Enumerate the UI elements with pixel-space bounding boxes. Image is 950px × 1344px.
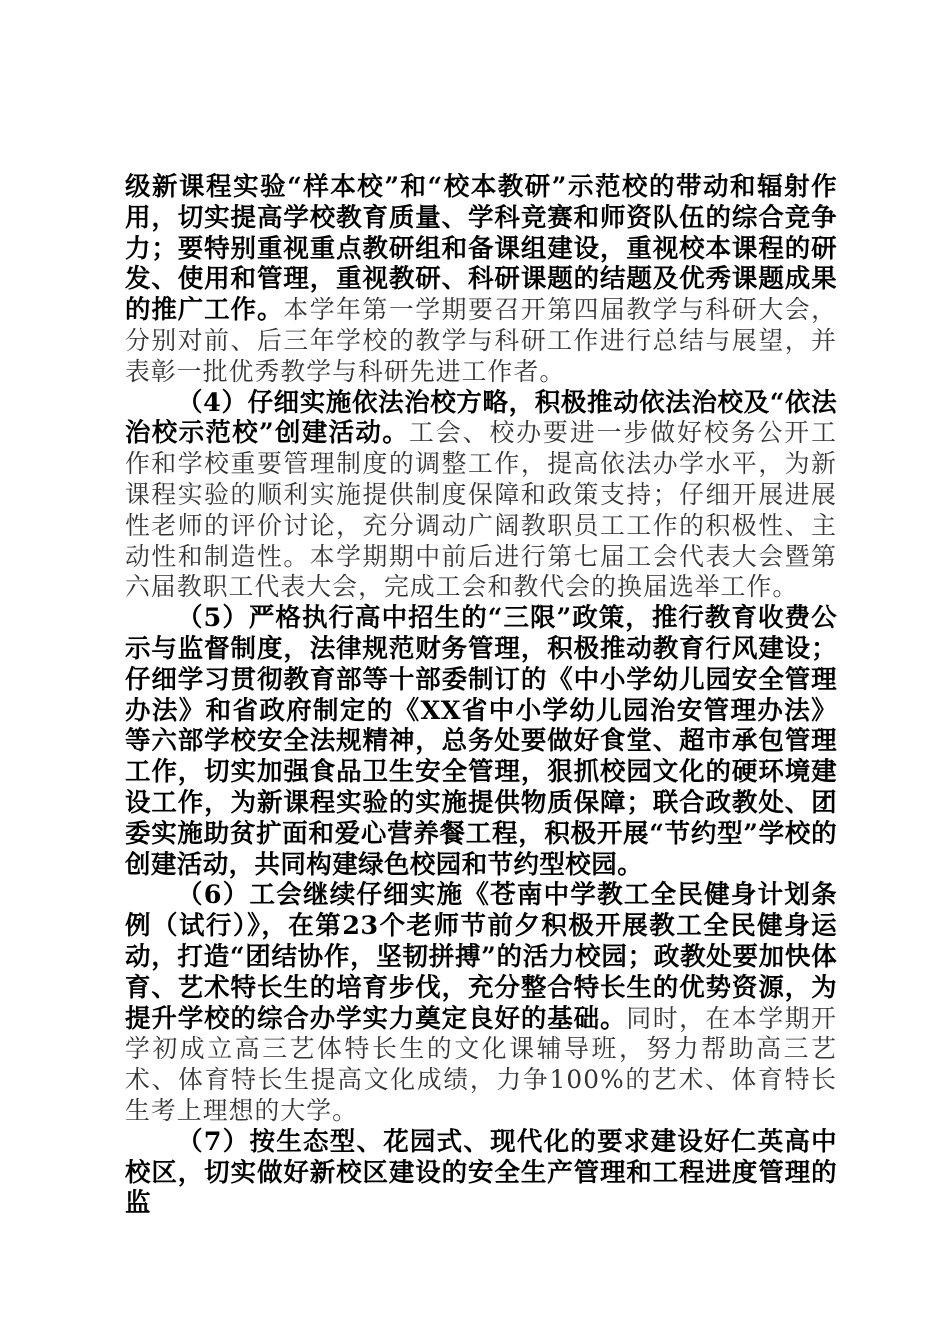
paragraph-2-bold-text: （4）仔细实施依法治校方略，积极推动依法治校及“依法治校示范校”创建活动。 — [125, 387, 837, 449]
paragraph-2 — [125, 388, 837, 604]
paragraph-4-bold-text: （6）工会继续仔细实施《苍南中学教工全民健身计划条例（试行）》，在第23个老师节前夕积极开展教工全民健身运动，打造“团结协作，坚韧拼搏”的活力校园；政教处要加快体育、艺术特长生的培育步伐，充分整合特长生的优势资源，为提升学校的综合办学实力奠定良好的基础。 — [125, 880, 837, 1034]
document-page — [125, 172, 837, 1219]
paragraph-3 — [125, 603, 837, 880]
paragraph-4 — [125, 880, 837, 1126]
paragraph-5 — [125, 1127, 837, 1219]
paragraph-2-normal-text: 工会、校办要进一步做好校务公开工作和学校重要管理制度的调整工作，提高依法办学水平，为新课程实验的顺利实施提供制度保障和政策支持；仔细开展进展性老师的评价讨论，充分调动广阔教职员工工作的积极性、主动性和制造性。本学期期中前后进行第七届工会代表大会暨第六届教职工代表大会，完成工会和教代会的换届选举工作。 — [125, 418, 837, 602]
paragraph-1-bold-text: 级新课程实验“样本校”和“校本教研”示范校的带动和辐射作用，切实提高学校教育质量、学科竞赛和师资队伍的综合竞争力；要特别重视重点教研组和备课组建设，重视校本课程的研发、使用和管理，重视教研、科研课题的结题及优秀课题成果的推广工作。 — [125, 172, 837, 326]
paragraph-1-normal-text: 本学年第一学期要召开第四届教学与科研大会，分别对前、后三年学校的教学与科研工作进行总结与展望，并表彰一批优秀教学与科研先进工作者。 — [125, 295, 837, 386]
paragraph-1 — [125, 172, 837, 388]
paragraph-4-normal-text: 同时，在本学期开学初成立高三艺体特长生的文化课辅导班，努力帮助高三艺术、体育特长生提高文化成绩，力争100%的艺术、体育特长生考上理想的大学。 — [125, 1003, 837, 1125]
paragraph-5-bold-text: （7）按生态型、花园式、现代化的要求建设好仁英高中校区，切实做好新校区建设的安全生产管理和工程进度管理的监 — [125, 1126, 837, 1219]
paragraph-3-bold-text: （5）严格执行高中招生的“三限”政策，推行教育收费公示与监督制度，法律规范财务管理，积极推动教育行风建设；仔细学习贯彻教育部等十部委制订的《中小学幼儿园安全管理办法》和省政府制定的《XX省中小学幼儿园治安管理办法》等六部学校安全法规精神，总务处要做好食堂、超市承包管理工作，切实加强食品卫生安全管理，狠抓校园文化的硬环境建设工作，为新课程实验的实施提供物质保障；联合政教处、团委实施助贫扩面和爱心营养餐工程，积极开展“节约型”学校的创建活动，共同构建绿色校园和节约型校园。 — [125, 603, 837, 880]
